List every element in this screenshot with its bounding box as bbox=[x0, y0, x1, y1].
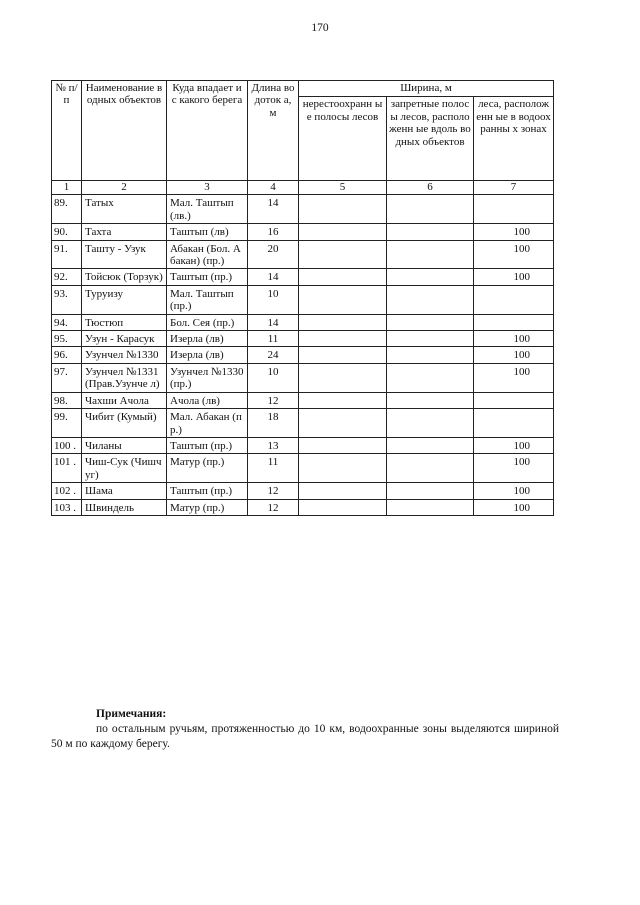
row-number: 89. bbox=[52, 195, 82, 224]
width-spawning-value bbox=[299, 285, 387, 314]
width-waterprotection-value: 100 bbox=[474, 347, 554, 363]
water-object-name: Швиндель bbox=[82, 499, 167, 515]
column-number: 1 bbox=[52, 181, 82, 195]
flows-into: Таштып (пр.) bbox=[167, 269, 248, 285]
water-object-name: Чиш-Сук (Чишчуг) bbox=[82, 454, 167, 483]
row-number: 103 . bbox=[52, 499, 82, 515]
width-waterprotection-value: 100 bbox=[474, 269, 554, 285]
table-row bbox=[52, 285, 554, 314]
table-body bbox=[52, 195, 554, 516]
flows-into: Матур (пр.) bbox=[167, 499, 248, 515]
column-number: 6 bbox=[387, 181, 474, 195]
water-object-name: Тахта bbox=[82, 224, 167, 240]
width-spawning-value bbox=[299, 454, 387, 483]
width-spawning-value bbox=[299, 224, 387, 240]
water-object-name: Ташту - Узук bbox=[82, 240, 167, 269]
flows-into: Таштып (пр.) bbox=[167, 483, 248, 499]
table-row bbox=[52, 499, 554, 515]
row-number: 93. bbox=[52, 285, 82, 314]
width-waterprotection-value: 100 bbox=[474, 331, 554, 347]
row-number: 97. bbox=[52, 363, 82, 392]
length-value: 10 bbox=[248, 363, 299, 392]
water-object-name: Туруизу bbox=[82, 285, 167, 314]
water-objects-table bbox=[51, 80, 554, 516]
table-row bbox=[52, 240, 554, 269]
column-number: 5 bbox=[299, 181, 387, 195]
length-value: 12 bbox=[248, 499, 299, 515]
flows-into: Мал. Абакан (пр.) bbox=[167, 409, 248, 438]
table-row bbox=[52, 195, 554, 224]
notes-block bbox=[51, 707, 559, 752]
flows-into: Таштып (лв) bbox=[167, 224, 248, 240]
width-prohibited-value bbox=[387, 454, 474, 483]
header-width-prohibited: запретные полосы лесов, расположенн ые вдоль водных объектов bbox=[387, 97, 474, 181]
width-waterprotection-value bbox=[474, 285, 554, 314]
width-prohibited-value bbox=[387, 314, 474, 330]
width-spawning-value bbox=[299, 331, 387, 347]
water-object-name: Узунчел №1330 bbox=[82, 347, 167, 363]
length-value: 11 bbox=[248, 331, 299, 347]
water-object-name: Узун - Карасук bbox=[82, 331, 167, 347]
length-value: 11 bbox=[248, 454, 299, 483]
width-waterprotection-value bbox=[474, 409, 554, 438]
flows-into: Изерла (лв) bbox=[167, 331, 248, 347]
length-value: 18 bbox=[248, 409, 299, 438]
length-value: 12 bbox=[248, 483, 299, 499]
table-row bbox=[52, 437, 554, 453]
width-prohibited-value bbox=[387, 347, 474, 363]
flows-into: Узунчел №1330 (пр.) bbox=[167, 363, 248, 392]
column-numbers-row bbox=[52, 181, 554, 195]
width-waterprotection-value: 100 bbox=[474, 454, 554, 483]
header-width-waterprotection: леса, расположенн ые в водоохранны х зонах bbox=[474, 97, 554, 181]
width-waterprotection-value: 100 bbox=[474, 499, 554, 515]
header-name: Наименование водных объектов bbox=[82, 81, 167, 181]
length-value: 16 bbox=[248, 224, 299, 240]
width-spawning-value bbox=[299, 409, 387, 438]
water-object-name: Тойсюк (Торзук) bbox=[82, 269, 167, 285]
width-waterprotection-value: 100 bbox=[474, 240, 554, 269]
flows-into: Матур (пр.) bbox=[167, 454, 248, 483]
flows-into: Абакан (Бол. Абакан) (пр.) bbox=[167, 240, 248, 269]
water-object-name: Тюстюп bbox=[82, 314, 167, 330]
length-value: 13 bbox=[248, 437, 299, 453]
width-prohibited-value bbox=[387, 363, 474, 392]
header-flows: Куда впадает и с какого берега bbox=[167, 81, 248, 181]
length-value: 12 bbox=[248, 392, 299, 408]
header-length: Длина водоток а, м bbox=[248, 81, 299, 181]
water-object-name: Чахши Ачола bbox=[82, 392, 167, 408]
water-object-name: Шама bbox=[82, 483, 167, 499]
width-prohibited-value bbox=[387, 331, 474, 347]
width-prohibited-value bbox=[387, 269, 474, 285]
length-value: 10 bbox=[248, 285, 299, 314]
row-number: 95. bbox=[52, 331, 82, 347]
flows-into: Ачола (лв) bbox=[167, 392, 248, 408]
row-number: 100 . bbox=[52, 437, 82, 453]
row-number: 96. bbox=[52, 347, 82, 363]
flows-into: Мал. Таштып (лв.) bbox=[167, 195, 248, 224]
header-num: № п/п bbox=[52, 81, 82, 181]
row-number: 90. bbox=[52, 224, 82, 240]
length-value: 24 bbox=[248, 347, 299, 363]
width-prohibited-value bbox=[387, 240, 474, 269]
table-row bbox=[52, 331, 554, 347]
flows-into: Таштып (пр.) bbox=[167, 437, 248, 453]
width-prohibited-value bbox=[387, 285, 474, 314]
width-spawning-value bbox=[299, 269, 387, 285]
row-number: 101 . bbox=[52, 454, 82, 483]
flows-into: Бол. Сея (пр.) bbox=[167, 314, 248, 330]
row-number: 92. bbox=[52, 269, 82, 285]
width-spawning-value bbox=[299, 347, 387, 363]
width-waterprotection-value bbox=[474, 314, 554, 330]
width-spawning-value bbox=[299, 437, 387, 453]
table-row bbox=[52, 347, 554, 363]
page-number: 170 bbox=[311, 22, 329, 34]
length-value: 20 bbox=[248, 240, 299, 269]
row-number: 98. bbox=[52, 392, 82, 408]
table-row bbox=[52, 409, 554, 438]
flows-into: Мал. Таштып (пр.) bbox=[167, 285, 248, 314]
column-number: 7 bbox=[474, 181, 554, 195]
width-spawning-value bbox=[299, 195, 387, 224]
width-spawning-value bbox=[299, 240, 387, 269]
width-waterprotection-value bbox=[474, 195, 554, 224]
water-object-name: Татых bbox=[82, 195, 167, 224]
header-width-spawning: нерестоохранн ые полосы лесов bbox=[299, 97, 387, 181]
header-row-1 bbox=[52, 81, 554, 97]
water-object-name: Узунчел №1331 (Прав.Узунче л) bbox=[82, 363, 167, 392]
width-prohibited-value bbox=[387, 483, 474, 499]
width-waterprotection-value: 100 bbox=[474, 224, 554, 240]
notes-title: Примечания: bbox=[96, 708, 167, 720]
width-spawning-value bbox=[299, 392, 387, 408]
notes-text: по остальным ручьям, протяженностью до 10 км, водоохранные зоны выделяются шириной 50 м по каждому берегу. bbox=[51, 723, 559, 750]
table-row bbox=[52, 363, 554, 392]
width-spawning-value bbox=[299, 363, 387, 392]
flows-into: Изерла (лв) bbox=[167, 347, 248, 363]
width-prohibited-value bbox=[387, 224, 474, 240]
row-number: 99. bbox=[52, 409, 82, 438]
width-waterprotection-value: 100 bbox=[474, 363, 554, 392]
length-value: 14 bbox=[248, 195, 299, 224]
width-waterprotection-value: 100 bbox=[474, 437, 554, 453]
length-value: 14 bbox=[248, 314, 299, 330]
row-number: 91. bbox=[52, 240, 82, 269]
water-object-name: Чиланы bbox=[82, 437, 167, 453]
column-number: 4 bbox=[248, 181, 299, 195]
table-row bbox=[52, 483, 554, 499]
width-prohibited-value bbox=[387, 437, 474, 453]
header-width-group: Ширина, м bbox=[299, 81, 554, 97]
width-waterprotection-value bbox=[474, 392, 554, 408]
width-waterprotection-value: 100 bbox=[474, 483, 554, 499]
width-prohibited-value bbox=[387, 499, 474, 515]
width-prohibited-value bbox=[387, 392, 474, 408]
table-row bbox=[52, 392, 554, 408]
width-prohibited-value bbox=[387, 409, 474, 438]
length-value: 14 bbox=[248, 269, 299, 285]
column-number: 2 bbox=[82, 181, 167, 195]
row-number: 102 . bbox=[52, 483, 82, 499]
table-row bbox=[52, 454, 554, 483]
table-row bbox=[52, 314, 554, 330]
table-row bbox=[52, 269, 554, 285]
column-number: 3 bbox=[167, 181, 248, 195]
water-object-name: Чибит (Кумый) bbox=[82, 409, 167, 438]
width-spawning-value bbox=[299, 314, 387, 330]
width-prohibited-value bbox=[387, 195, 474, 224]
table-row bbox=[52, 224, 554, 240]
width-spawning-value bbox=[299, 499, 387, 515]
width-spawning-value bbox=[299, 483, 387, 499]
row-number: 94. bbox=[52, 314, 82, 330]
